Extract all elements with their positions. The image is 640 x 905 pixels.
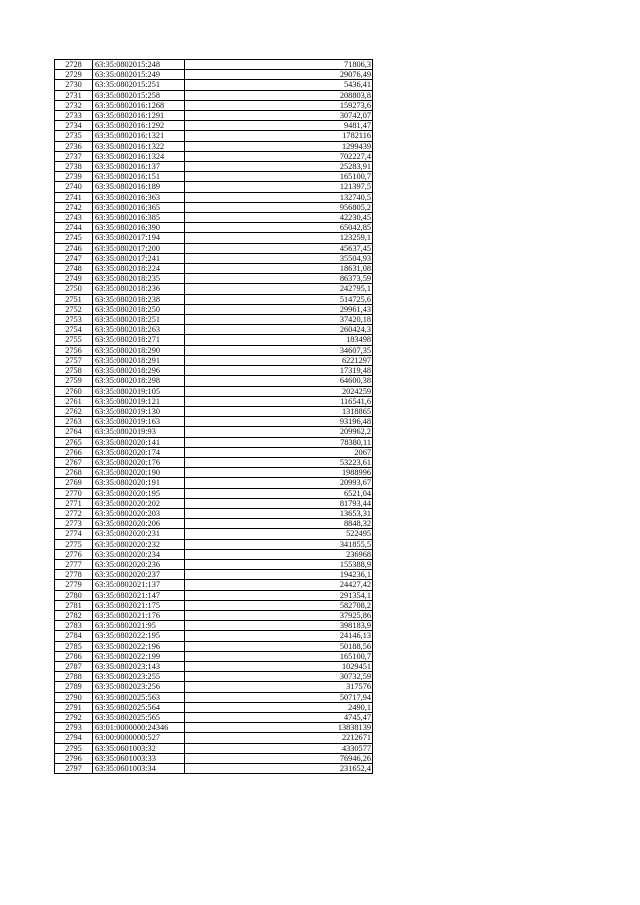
row-number: 2772 bbox=[55, 508, 93, 518]
cadastral-number: 63:35:0802020:203 bbox=[93, 508, 185, 518]
row-number: 2758 bbox=[55, 366, 93, 376]
table-row bbox=[55, 529, 373, 539]
table-row bbox=[55, 162, 373, 172]
table-row bbox=[55, 80, 373, 90]
table-row bbox=[55, 243, 373, 253]
table-row bbox=[55, 253, 373, 263]
row-number: 2748 bbox=[55, 264, 93, 274]
table-row bbox=[55, 100, 373, 110]
cadastral-value: 24146,13 bbox=[185, 631, 373, 641]
row-number: 2792 bbox=[55, 713, 93, 723]
row-number: 2781 bbox=[55, 600, 93, 610]
cadastral-number: 63:35:0802025:563 bbox=[93, 692, 185, 702]
cadastral-number: 63:35:0802020:237 bbox=[93, 570, 185, 580]
row-number: 2733 bbox=[55, 111, 93, 121]
table-row bbox=[55, 437, 373, 447]
row-number: 2789 bbox=[55, 682, 93, 692]
cadastral-value: 81793,44 bbox=[185, 498, 373, 508]
cadastral-value: 78380,11 bbox=[185, 437, 373, 447]
cadastral-value: 24427,42 bbox=[185, 580, 373, 590]
cadastral-number: 63:35:0802019:105 bbox=[93, 386, 185, 396]
cadastral-value: 4745,47 bbox=[185, 713, 373, 723]
cadastral-value: 29961,43 bbox=[185, 304, 373, 314]
row-number: 2752 bbox=[55, 304, 93, 314]
table-row bbox=[55, 417, 373, 427]
row-number: 2762 bbox=[55, 406, 93, 416]
table-row bbox=[55, 743, 373, 753]
row-number: 2753 bbox=[55, 315, 93, 325]
cadastral-value: 702227,4 bbox=[185, 151, 373, 161]
cadastral-value: 25283,91 bbox=[185, 162, 373, 172]
table-row bbox=[55, 141, 373, 151]
cadastral-number: 63:00:0000000:527 bbox=[93, 733, 185, 743]
cadastral-number: 63:35:0802022:196 bbox=[93, 641, 185, 651]
cadastral-value: 37420,18 bbox=[185, 315, 373, 325]
row-number: 2749 bbox=[55, 274, 93, 284]
table-row bbox=[55, 325, 373, 335]
cadastral-value: 13838139 bbox=[185, 723, 373, 733]
cadastral-number: 63:35:0802018:271 bbox=[93, 335, 185, 345]
row-number: 2767 bbox=[55, 457, 93, 467]
table-row bbox=[55, 90, 373, 100]
row-number: 2775 bbox=[55, 539, 93, 549]
row-number: 2757 bbox=[55, 355, 93, 365]
cadastral-number: 63:35:0802017:200 bbox=[93, 243, 185, 253]
cadastral-number: 63:35:0802018:296 bbox=[93, 366, 185, 376]
cadastral-value: 5436,41 bbox=[185, 80, 373, 90]
cadastral-number: 63:35:0802022:195 bbox=[93, 631, 185, 641]
row-number: 2764 bbox=[55, 427, 93, 437]
row-number: 2788 bbox=[55, 672, 93, 682]
row-number: 2743 bbox=[55, 213, 93, 223]
table-row bbox=[55, 764, 373, 774]
table-row bbox=[55, 559, 373, 569]
table-row bbox=[55, 60, 373, 70]
table-row bbox=[55, 478, 373, 488]
row-number: 2739 bbox=[55, 172, 93, 182]
cadastral-number: 63:35:0802020:141 bbox=[93, 437, 185, 447]
row-number: 2732 bbox=[55, 100, 93, 110]
cadastral-number: 63:35:0802018:251 bbox=[93, 315, 185, 325]
cadastral-value: 17319,48 bbox=[185, 366, 373, 376]
cadastral-value: 236968 bbox=[185, 549, 373, 559]
table-row bbox=[55, 294, 373, 304]
table-row bbox=[55, 151, 373, 161]
cadastral-number: 63:35:0802019:121 bbox=[93, 396, 185, 406]
cadastral-number: 63:35:0802021:175 bbox=[93, 600, 185, 610]
cadastral-number: 63:35:0802015:249 bbox=[93, 70, 185, 80]
table-row bbox=[55, 131, 373, 141]
cadastral-value: 35504,93 bbox=[185, 253, 373, 263]
cadastral-value: 121397,5 bbox=[185, 182, 373, 192]
cadastral-number: 63:35:0802020:236 bbox=[93, 559, 185, 569]
table-row bbox=[55, 345, 373, 355]
table-row bbox=[55, 396, 373, 406]
cadastral-value: 1782116 bbox=[185, 131, 373, 141]
table-row bbox=[55, 621, 373, 631]
cadastral-number: 63:35:0802020:202 bbox=[93, 498, 185, 508]
cadastral-number: 63:35:0802019:163 bbox=[93, 417, 185, 427]
cadastral-number: 63:35:0802020:190 bbox=[93, 468, 185, 478]
row-number: 2768 bbox=[55, 468, 93, 478]
table-row bbox=[55, 427, 373, 437]
cadastral-number: 63:35:0601003:32 bbox=[93, 743, 185, 753]
cadastral-number: 63:35:0802018:263 bbox=[93, 325, 185, 335]
table-row bbox=[55, 304, 373, 314]
cadastral-value: 116541,6 bbox=[185, 396, 373, 406]
cadastral-value: 341855,5 bbox=[185, 539, 373, 549]
cadastral-number: 63:35:0802021:95 bbox=[93, 621, 185, 631]
table-row bbox=[55, 172, 373, 182]
row-number: 2763 bbox=[55, 417, 93, 427]
table-row bbox=[55, 753, 373, 763]
cadastral-value: 9481,47 bbox=[185, 121, 373, 131]
cadastral-value: 2212671 bbox=[185, 733, 373, 743]
cadastral-value: 1988996 bbox=[185, 468, 373, 478]
cadastral-number: 63:35:0601003:34 bbox=[93, 764, 185, 774]
cadastral-value: 132740,5 bbox=[185, 192, 373, 202]
cadastral-value: 6221297 bbox=[185, 355, 373, 365]
row-number: 2785 bbox=[55, 641, 93, 651]
cadastral-value: 317576 bbox=[185, 682, 373, 692]
table-row bbox=[55, 447, 373, 457]
table-row bbox=[55, 457, 373, 467]
cadastral-number: 63:35:0802018:236 bbox=[93, 284, 185, 294]
row-number: 2747 bbox=[55, 253, 93, 263]
row-number: 2734 bbox=[55, 121, 93, 131]
cadastral-number: 63:35:0802017:194 bbox=[93, 233, 185, 243]
cadastral-number: 63:35:0802017:241 bbox=[93, 253, 185, 263]
cadastral-value: 291354,1 bbox=[185, 590, 373, 600]
cadastral-number: 63:35:0802015:248 bbox=[93, 60, 185, 70]
row-number: 2735 bbox=[55, 131, 93, 141]
table-row bbox=[55, 213, 373, 223]
table-row bbox=[55, 590, 373, 600]
cadastral-value: 2490,1 bbox=[185, 702, 373, 712]
row-number: 2750 bbox=[55, 284, 93, 294]
row-number: 2744 bbox=[55, 223, 93, 233]
table-row bbox=[55, 641, 373, 651]
cadastral-number: 63:35:0802016:1324 bbox=[93, 151, 185, 161]
table-row bbox=[55, 386, 373, 396]
cadastral-number: 63:35:0802020:234 bbox=[93, 549, 185, 559]
cadastral-value: 2024259 bbox=[185, 386, 373, 396]
cadastral-value: 208803,8 bbox=[185, 90, 373, 100]
table-row bbox=[55, 335, 373, 345]
cadastral-value: 18631,08 bbox=[185, 264, 373, 274]
table-row bbox=[55, 498, 373, 508]
cadastral-value: 183498 bbox=[185, 335, 373, 345]
cadastral-value: 53223,61 bbox=[185, 457, 373, 467]
cadastral-value: 30742,07 bbox=[185, 111, 373, 121]
table-row bbox=[55, 702, 373, 712]
table-row bbox=[55, 570, 373, 580]
row-number: 2773 bbox=[55, 519, 93, 529]
cadastral-value: 30732,59 bbox=[185, 672, 373, 682]
cadastral-number: 63:35:0601003:33 bbox=[93, 753, 185, 763]
cadastral-number: 63:01:0000000:24346 bbox=[93, 723, 185, 733]
cadastral-value: 1029451 bbox=[185, 661, 373, 671]
cadastral-number: 63:35:0802019:93 bbox=[93, 427, 185, 437]
table-row bbox=[55, 182, 373, 192]
cadastral-value: 76946,26 bbox=[185, 753, 373, 763]
row-number: 2756 bbox=[55, 345, 93, 355]
cadastral-value: 194236,1 bbox=[185, 570, 373, 580]
row-number: 2774 bbox=[55, 529, 93, 539]
cadastral-number: 63:35:0802018:238 bbox=[93, 294, 185, 304]
cadastral-value: 522495 bbox=[185, 529, 373, 539]
cadastral-number: 63:35:0802015:251 bbox=[93, 80, 185, 90]
row-number: 2796 bbox=[55, 753, 93, 763]
row-number: 2729 bbox=[55, 70, 93, 80]
cadastral-number: 63:35:0802016:1291 bbox=[93, 111, 185, 121]
row-number: 2769 bbox=[55, 478, 93, 488]
cadastral-value: 93196,48 bbox=[185, 417, 373, 427]
row-number: 2730 bbox=[55, 80, 93, 90]
row-number: 2783 bbox=[55, 621, 93, 631]
cadastral-value: 209962,2 bbox=[185, 427, 373, 437]
cadastral-number: 63:35:0802020:191 bbox=[93, 478, 185, 488]
cadastral-number: 63:35:0802023:255 bbox=[93, 672, 185, 682]
row-number: 2737 bbox=[55, 151, 93, 161]
row-number: 2786 bbox=[55, 651, 93, 661]
cadastral-value-table bbox=[54, 59, 373, 774]
table-row bbox=[55, 508, 373, 518]
table-row bbox=[55, 274, 373, 284]
row-number: 2794 bbox=[55, 733, 93, 743]
cadastral-number: 63:35:0802021:147 bbox=[93, 590, 185, 600]
row-number: 2740 bbox=[55, 182, 93, 192]
cadastral-number: 63:35:0802020:195 bbox=[93, 488, 185, 498]
table-row bbox=[55, 376, 373, 386]
cadastral-number: 63:35:0802016:1268 bbox=[93, 100, 185, 110]
cadastral-number: 63:35:0802016:363 bbox=[93, 192, 185, 202]
cadastral-number: 63:35:0802018:250 bbox=[93, 304, 185, 314]
cadastral-number: 63:35:0802016:151 bbox=[93, 172, 185, 182]
row-number: 2777 bbox=[55, 559, 93, 569]
row-number: 2797 bbox=[55, 764, 93, 774]
cadastral-number: 63:35:0802016:390 bbox=[93, 223, 185, 233]
cadastral-number: 63:35:0802016:385 bbox=[93, 213, 185, 223]
cadastral-value: 398183,9 bbox=[185, 621, 373, 631]
table-row bbox=[55, 661, 373, 671]
cadastral-value: 71806,3 bbox=[185, 60, 373, 70]
row-number: 2795 bbox=[55, 743, 93, 753]
cadastral-value: 37925,86 bbox=[185, 610, 373, 620]
cadastral-value: 165100,7 bbox=[185, 651, 373, 661]
row-number: 2759 bbox=[55, 376, 93, 386]
table-row bbox=[55, 70, 373, 80]
row-number: 2787 bbox=[55, 661, 93, 671]
row-number: 2742 bbox=[55, 202, 93, 212]
row-number: 2741 bbox=[55, 192, 93, 202]
table-row bbox=[55, 672, 373, 682]
cadastral-number: 63:35:0802019:130 bbox=[93, 406, 185, 416]
cadastral-number: 63:35:0802018:298 bbox=[93, 376, 185, 386]
cadastral-number: 63:35:0802020:174 bbox=[93, 447, 185, 457]
table-row bbox=[55, 488, 373, 498]
cadastral-value: 582708,2 bbox=[185, 600, 373, 610]
cadastral-value: 159273,6 bbox=[185, 100, 373, 110]
table-row bbox=[55, 631, 373, 641]
cadastral-value: 514725,6 bbox=[185, 294, 373, 304]
table-row bbox=[55, 264, 373, 274]
row-number: 2776 bbox=[55, 549, 93, 559]
cadastral-number: 63:35:0802020:206 bbox=[93, 519, 185, 529]
cadastral-number: 63:35:0802018:224 bbox=[93, 264, 185, 274]
cadastral-number: 63:35:0802021:137 bbox=[93, 580, 185, 590]
cadastral-number: 63:35:0802015:258 bbox=[93, 90, 185, 100]
cadastral-value: 260424,3 bbox=[185, 325, 373, 335]
cadastral-number: 63:35:0802021:176 bbox=[93, 610, 185, 620]
table-row bbox=[55, 651, 373, 661]
table-row bbox=[55, 284, 373, 294]
cadastral-number: 63:35:0802016:189 bbox=[93, 182, 185, 192]
cadastral-number: 63:35:0802020:231 bbox=[93, 529, 185, 539]
row-number: 2738 bbox=[55, 162, 93, 172]
cadastral-number: 63:35:0802020:232 bbox=[93, 539, 185, 549]
cadastral-number: 63:35:0802016:1322 bbox=[93, 141, 185, 151]
row-number: 2751 bbox=[55, 294, 93, 304]
cadastral-value: 4330577 bbox=[185, 743, 373, 753]
row-number: 2745 bbox=[55, 233, 93, 243]
row-number: 2790 bbox=[55, 692, 93, 702]
cadastral-value: 13653,31 bbox=[185, 508, 373, 518]
table-row bbox=[55, 600, 373, 610]
row-number: 2779 bbox=[55, 580, 93, 590]
cadastral-number: 63:35:0802018:235 bbox=[93, 274, 185, 284]
table-row bbox=[55, 713, 373, 723]
cadastral-value: 165100,7 bbox=[185, 172, 373, 182]
cadastral-value: 34607,35 bbox=[185, 345, 373, 355]
cadastral-value: 956805,2 bbox=[185, 202, 373, 212]
row-number: 2746 bbox=[55, 243, 93, 253]
row-number: 2784 bbox=[55, 631, 93, 641]
table-row bbox=[55, 549, 373, 559]
cadastral-value: 242795,1 bbox=[185, 284, 373, 294]
row-number: 2761 bbox=[55, 396, 93, 406]
cadastral-number: 63:35:0802025:565 bbox=[93, 713, 185, 723]
cadastral-number: 63:35:0802016:365 bbox=[93, 202, 185, 212]
row-number: 2755 bbox=[55, 335, 93, 345]
row-number: 2793 bbox=[55, 723, 93, 733]
table-row bbox=[55, 111, 373, 121]
cadastral-number: 63:35:0802016:1321 bbox=[93, 131, 185, 141]
table-row bbox=[55, 223, 373, 233]
cadastral-value: 20993,67 bbox=[185, 478, 373, 488]
table-row bbox=[55, 192, 373, 202]
table-row bbox=[55, 315, 373, 325]
row-number: 2791 bbox=[55, 702, 93, 712]
table-row bbox=[55, 202, 373, 212]
cadastral-value: 6521,04 bbox=[185, 488, 373, 498]
table-row bbox=[55, 733, 373, 743]
cadastral-number: 63:35:0802018:290 bbox=[93, 345, 185, 355]
table-row bbox=[55, 355, 373, 365]
cadastral-number: 63:35:0802022:199 bbox=[93, 651, 185, 661]
table-row bbox=[55, 539, 373, 549]
table-row bbox=[55, 519, 373, 529]
cadastral-number: 63:35:0802016:137 bbox=[93, 162, 185, 172]
cadastral-value: 1318865 bbox=[185, 406, 373, 416]
cadastral-number: 63:35:0802018:291 bbox=[93, 355, 185, 365]
cadastral-value: 155388,9 bbox=[185, 559, 373, 569]
table-row bbox=[55, 468, 373, 478]
cadastral-number: 63:35:0802020:176 bbox=[93, 457, 185, 467]
cadastral-value: 42230,45 bbox=[185, 213, 373, 223]
cadastral-value: 123259,1 bbox=[185, 233, 373, 243]
table-row bbox=[55, 682, 373, 692]
cadastral-value: 64600,38 bbox=[185, 376, 373, 386]
table-body bbox=[55, 60, 373, 774]
row-number: 2754 bbox=[55, 325, 93, 335]
cadastral-value: 1299439 bbox=[185, 141, 373, 151]
cadastral-value: 231652,4 bbox=[185, 764, 373, 774]
table-row bbox=[55, 366, 373, 376]
row-number: 2765 bbox=[55, 437, 93, 447]
row-number: 2782 bbox=[55, 610, 93, 620]
cadastral-value: 8848,32 bbox=[185, 519, 373, 529]
table-row bbox=[55, 610, 373, 620]
cadastral-number: 63:35:0802016:1292 bbox=[93, 121, 185, 131]
cadastral-value: 50188,56 bbox=[185, 641, 373, 651]
row-number: 2731 bbox=[55, 90, 93, 100]
table-row bbox=[55, 233, 373, 243]
row-number: 2736 bbox=[55, 141, 93, 151]
row-number: 2770 bbox=[55, 488, 93, 498]
table-row bbox=[55, 692, 373, 702]
cadastral-value: 45637,45 bbox=[185, 243, 373, 253]
cadastral-number: 63:35:0802023:256 bbox=[93, 682, 185, 692]
row-number: 2780 bbox=[55, 590, 93, 600]
cadastral-value: 50717,94 bbox=[185, 692, 373, 702]
cadastral-value: 2067 bbox=[185, 447, 373, 457]
row-number: 2766 bbox=[55, 447, 93, 457]
cadastral-number: 63:35:0802025:564 bbox=[93, 702, 185, 712]
row-number: 2760 bbox=[55, 386, 93, 396]
row-number: 2771 bbox=[55, 498, 93, 508]
row-number: 2728 bbox=[55, 60, 93, 70]
cadastral-number: 63:35:0802023:143 bbox=[93, 661, 185, 671]
table-row bbox=[55, 580, 373, 590]
cadastral-value: 86373,59 bbox=[185, 274, 373, 284]
cadastral-value: 65042,85 bbox=[185, 223, 373, 233]
table-row bbox=[55, 723, 373, 733]
cadastral-value: 29076,49 bbox=[185, 70, 373, 80]
table-row bbox=[55, 406, 373, 416]
table-row bbox=[55, 121, 373, 131]
row-number: 2778 bbox=[55, 570, 93, 580]
